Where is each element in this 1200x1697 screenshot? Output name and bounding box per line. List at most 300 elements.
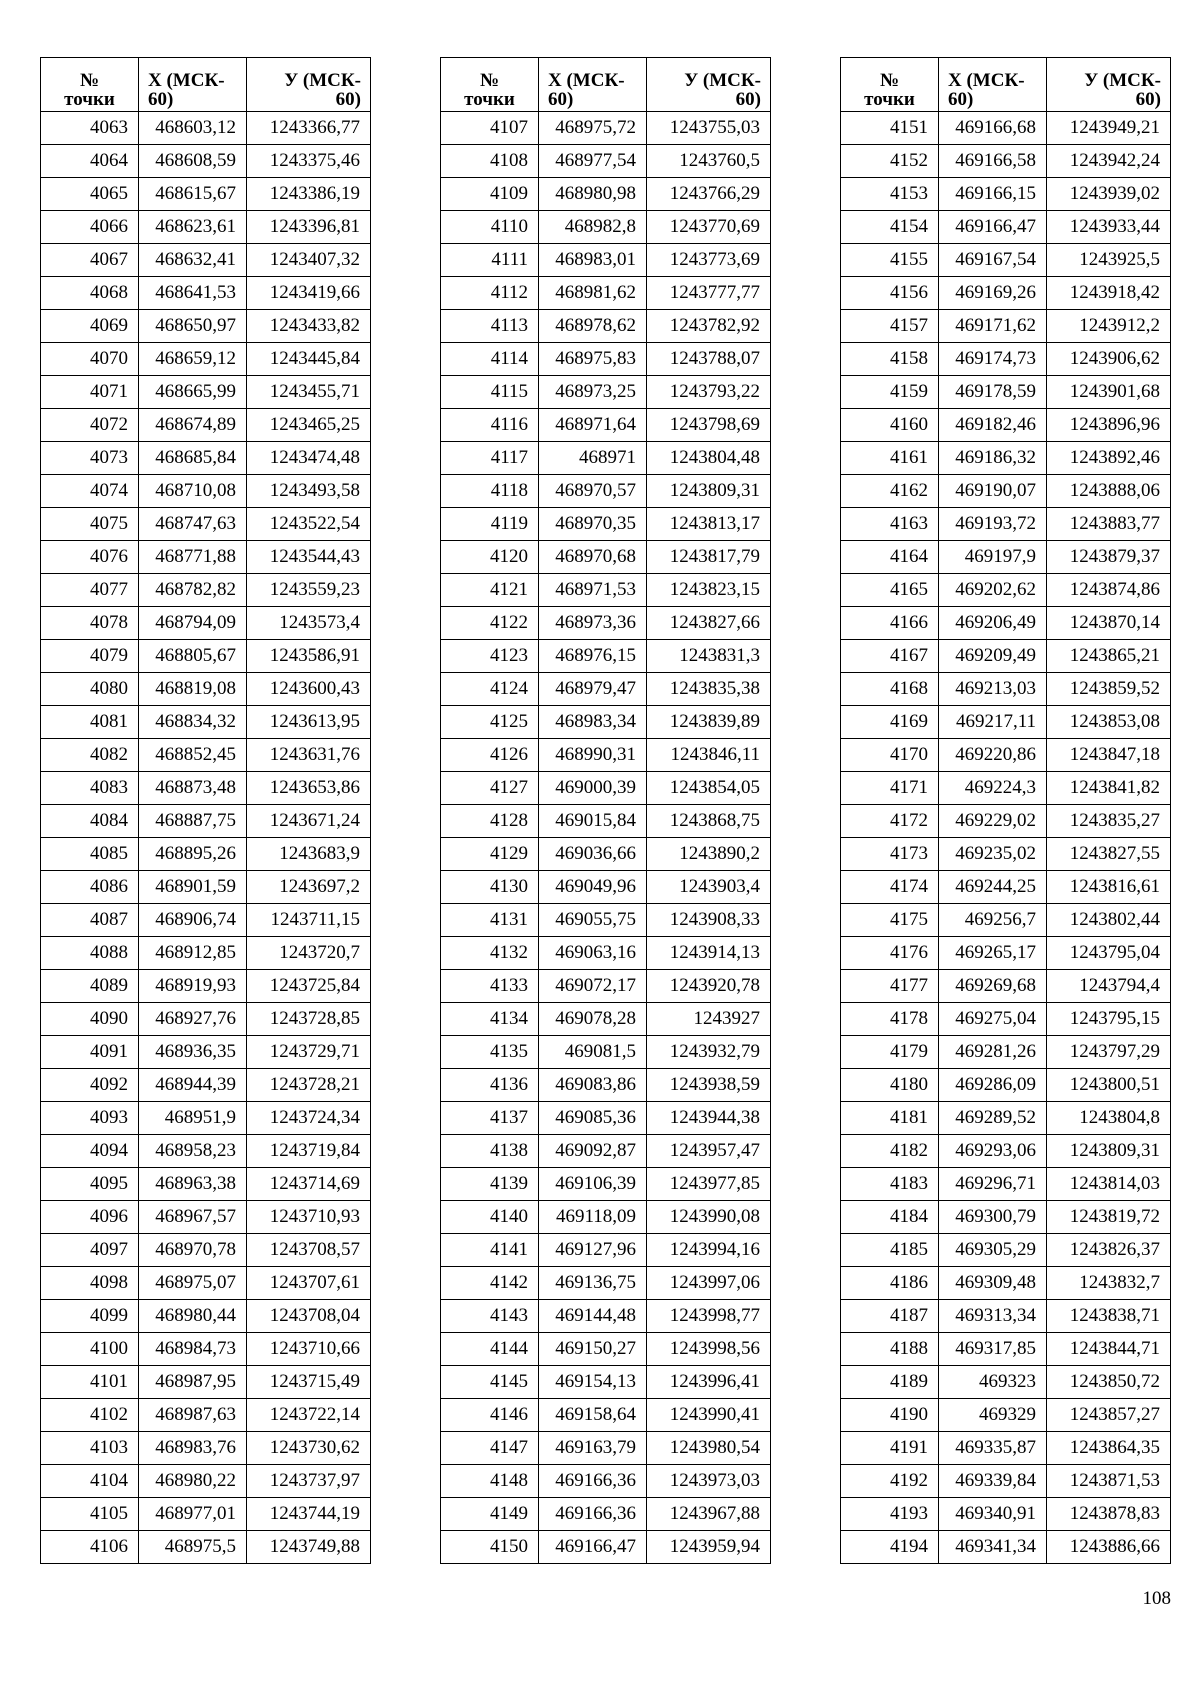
x-coordinate-cell: 469127,96 bbox=[539, 1234, 647, 1267]
point-number-cell: 4106 bbox=[41, 1531, 139, 1564]
table-row bbox=[41, 475, 371, 508]
table-row bbox=[41, 1102, 371, 1135]
point-number-cell: 4133 bbox=[441, 970, 539, 1003]
x-coordinate-cell: 469182,46 bbox=[939, 409, 1047, 442]
table-row bbox=[841, 1168, 1171, 1201]
header-line: № bbox=[79, 70, 100, 91]
y-coordinate-cell: 1243800,51 bbox=[1047, 1069, 1171, 1102]
y-coordinate-cell: 1243788,07 bbox=[647, 343, 771, 376]
point-number-cell: 4101 bbox=[41, 1366, 139, 1399]
table-row bbox=[841, 1201, 1171, 1234]
table-row bbox=[41, 1399, 371, 1432]
y-coordinate-cell: 1243793,22 bbox=[647, 376, 771, 409]
table-row bbox=[841, 574, 1171, 607]
table-row bbox=[841, 871, 1171, 904]
y-coordinate-cell: 1243396,81 bbox=[247, 211, 371, 244]
y-coordinate-cell: 1243835,27 bbox=[1047, 805, 1171, 838]
table-row bbox=[41, 1267, 371, 1300]
x-coordinate-cell: 469015,84 bbox=[539, 805, 647, 838]
point-number-cell: 4168 bbox=[841, 673, 939, 706]
header-line: X (МСК- bbox=[948, 70, 1025, 91]
point-number-cell: 4175 bbox=[841, 904, 939, 937]
point-number-cell: 4093 bbox=[41, 1102, 139, 1135]
x-coordinate-cell: 468980,44 bbox=[139, 1300, 247, 1333]
y-coordinate-cell: 1243870,14 bbox=[1047, 607, 1171, 640]
x-coordinate-cell: 468977,01 bbox=[139, 1498, 247, 1531]
y-coordinate-cell: 1243841,82 bbox=[1047, 772, 1171, 805]
table-row bbox=[841, 1498, 1171, 1531]
x-coordinate-cell: 468980,22 bbox=[139, 1465, 247, 1498]
point-number-cell: 4176 bbox=[841, 937, 939, 970]
point-number-cell: 4190 bbox=[841, 1399, 939, 1432]
y-coordinate-header bbox=[1047, 58, 1171, 112]
table-row bbox=[841, 673, 1171, 706]
y-coordinate-cell: 1243819,72 bbox=[1047, 1201, 1171, 1234]
point-number-cell: 4177 bbox=[841, 970, 939, 1003]
point-number-cell: 4142 bbox=[441, 1267, 539, 1300]
x-coordinate-cell: 468990,31 bbox=[539, 739, 647, 772]
y-coordinate-cell: 1243782,92 bbox=[647, 310, 771, 343]
point-number-cell: 4132 bbox=[441, 937, 539, 970]
table-row bbox=[441, 706, 771, 739]
y-coordinate-cell: 1243544,43 bbox=[247, 541, 371, 574]
table-row bbox=[841, 211, 1171, 244]
point-number-cell: 4145 bbox=[441, 1366, 539, 1399]
point-number-cell: 4150 bbox=[441, 1531, 539, 1564]
x-coordinate-cell: 468978,62 bbox=[539, 310, 647, 343]
x-coordinate-cell: 468970,68 bbox=[539, 541, 647, 574]
x-coordinate-cell: 468958,23 bbox=[139, 1135, 247, 1168]
table-row bbox=[841, 376, 1171, 409]
point-number-header bbox=[841, 58, 939, 112]
table-row bbox=[441, 1300, 771, 1333]
point-number-cell: 4157 bbox=[841, 310, 939, 343]
table-row bbox=[841, 475, 1171, 508]
point-number-cell: 4125 bbox=[441, 706, 539, 739]
table-row bbox=[441, 1267, 771, 1300]
point-number-cell: 4139 bbox=[441, 1168, 539, 1201]
y-coordinate-cell: 1243839,89 bbox=[647, 706, 771, 739]
point-number-cell: 4155 bbox=[841, 244, 939, 277]
y-coordinate-cell: 1243795,04 bbox=[1047, 937, 1171, 970]
y-coordinate-cell: 1243386,19 bbox=[247, 178, 371, 211]
x-coordinate-cell: 469317,85 bbox=[939, 1333, 1047, 1366]
header-line: X (МСК- bbox=[148, 70, 225, 91]
y-coordinate-cell: 1243631,76 bbox=[247, 739, 371, 772]
table-row bbox=[841, 310, 1171, 343]
point-number-cell: 4163 bbox=[841, 508, 939, 541]
y-coordinate-cell: 1243914,13 bbox=[647, 937, 771, 970]
y-coordinate-cell: 1243925,5 bbox=[1047, 244, 1171, 277]
table-row bbox=[441, 937, 771, 970]
x-coordinate-cell: 468970,78 bbox=[139, 1234, 247, 1267]
table-row bbox=[841, 1300, 1171, 1333]
x-coordinate-cell: 469341,34 bbox=[939, 1531, 1047, 1564]
table-row bbox=[841, 1003, 1171, 1036]
x-coordinate-cell: 469197,9 bbox=[939, 541, 1047, 574]
point-number-cell: 4083 bbox=[41, 772, 139, 805]
table-row bbox=[41, 1201, 371, 1234]
x-coordinate-cell: 468901,59 bbox=[139, 871, 247, 904]
point-number-cell: 4119 bbox=[441, 508, 539, 541]
y-coordinate-cell: 1243773,69 bbox=[647, 244, 771, 277]
x-coordinate-cell: 469190,07 bbox=[939, 475, 1047, 508]
x-coordinate-cell: 468963,38 bbox=[139, 1168, 247, 1201]
point-number-cell: 4067 bbox=[41, 244, 139, 277]
y-coordinate-cell: 1243903,4 bbox=[647, 871, 771, 904]
table-row bbox=[441, 1003, 771, 1036]
x-coordinate-cell: 468944,39 bbox=[139, 1069, 247, 1102]
point-number-cell: 4171 bbox=[841, 772, 939, 805]
x-coordinate-cell: 468970,57 bbox=[539, 475, 647, 508]
point-number-cell: 4068 bbox=[41, 277, 139, 310]
header-line: 60) bbox=[148, 89, 174, 110]
x-coordinate-cell: 468975,72 bbox=[539, 112, 647, 145]
table-row bbox=[841, 112, 1171, 145]
x-coordinate-cell: 469275,04 bbox=[939, 1003, 1047, 1036]
y-coordinate-cell: 1243720,7 bbox=[247, 937, 371, 970]
table-row bbox=[41, 244, 371, 277]
table-row bbox=[841, 343, 1171, 376]
x-coordinate-header bbox=[939, 58, 1047, 112]
x-coordinate-cell: 468973,25 bbox=[539, 376, 647, 409]
point-number-cell: 4122 bbox=[441, 607, 539, 640]
table-row bbox=[441, 1399, 771, 1432]
y-coordinate-cell: 1243419,66 bbox=[247, 277, 371, 310]
x-coordinate-cell: 469313,34 bbox=[939, 1300, 1047, 1333]
coordinates-table-3 bbox=[840, 57, 1171, 1564]
point-number-cell: 4191 bbox=[841, 1432, 939, 1465]
y-coordinate-cell: 1243653,86 bbox=[247, 772, 371, 805]
y-coordinate-cell: 1243844,71 bbox=[1047, 1333, 1171, 1366]
y-coordinate-cell: 1243715,49 bbox=[247, 1366, 371, 1399]
x-coordinate-cell: 469000,39 bbox=[539, 772, 647, 805]
point-number-cell: 4123 bbox=[441, 640, 539, 673]
point-number-cell: 4121 bbox=[441, 574, 539, 607]
point-number-cell: 4084 bbox=[41, 805, 139, 838]
point-number-cell: 4151 bbox=[841, 112, 939, 145]
x-coordinate-cell: 469174,73 bbox=[939, 343, 1047, 376]
y-coordinate-cell: 1243770,69 bbox=[647, 211, 771, 244]
table-row bbox=[41, 838, 371, 871]
table-row bbox=[441, 673, 771, 706]
point-number-cell: 4094 bbox=[41, 1135, 139, 1168]
x-coordinate-cell: 468906,74 bbox=[139, 904, 247, 937]
y-coordinate-cell: 1243455,71 bbox=[247, 376, 371, 409]
table-row bbox=[841, 607, 1171, 640]
y-coordinate-cell: 1243832,7 bbox=[1047, 1267, 1171, 1300]
x-coordinate-cell: 468819,08 bbox=[139, 673, 247, 706]
y-coordinate-cell: 1243719,84 bbox=[247, 1135, 371, 1168]
table-row bbox=[441, 310, 771, 343]
y-coordinate-cell: 1243912,2 bbox=[1047, 310, 1171, 343]
point-number-cell: 4089 bbox=[41, 970, 139, 1003]
table-row bbox=[41, 376, 371, 409]
table-row bbox=[41, 904, 371, 937]
header-line: 60) bbox=[735, 89, 761, 110]
point-number-cell: 4167 bbox=[841, 640, 939, 673]
header-line: № bbox=[479, 70, 500, 91]
table-row bbox=[841, 1267, 1171, 1300]
x-coordinate-cell: 468984,73 bbox=[139, 1333, 247, 1366]
point-number-cell: 4126 bbox=[441, 739, 539, 772]
point-number-cell: 4181 bbox=[841, 1102, 939, 1135]
y-coordinate-cell: 1243797,29 bbox=[1047, 1036, 1171, 1069]
table-row bbox=[441, 277, 771, 310]
x-coordinate-cell: 469085,36 bbox=[539, 1102, 647, 1135]
table-row bbox=[41, 1168, 371, 1201]
y-coordinate-cell: 1243918,42 bbox=[1047, 277, 1171, 310]
table-row bbox=[41, 1432, 371, 1465]
table-row bbox=[441, 607, 771, 640]
y-coordinate-cell: 1243816,61 bbox=[1047, 871, 1171, 904]
x-coordinate-cell: 469289,52 bbox=[939, 1102, 1047, 1135]
point-number-cell: 4113 bbox=[441, 310, 539, 343]
point-number-cell: 4149 bbox=[441, 1498, 539, 1531]
point-number-cell: 4115 bbox=[441, 376, 539, 409]
point-number-cell: 4130 bbox=[441, 871, 539, 904]
y-coordinate-cell: 1243871,53 bbox=[1047, 1465, 1171, 1498]
x-coordinate-cell: 468951,9 bbox=[139, 1102, 247, 1135]
x-coordinate-cell: 469083,86 bbox=[539, 1069, 647, 1102]
x-coordinate-cell: 469206,49 bbox=[939, 607, 1047, 640]
point-number-cell: 4107 bbox=[441, 112, 539, 145]
y-coordinate-cell: 1243573,4 bbox=[247, 607, 371, 640]
x-coordinate-cell: 469305,29 bbox=[939, 1234, 1047, 1267]
y-coordinate-cell: 1243878,83 bbox=[1047, 1498, 1171, 1531]
table-row bbox=[441, 508, 771, 541]
x-coordinate-cell: 468982,8 bbox=[539, 211, 647, 244]
y-coordinate-cell: 1243407,32 bbox=[247, 244, 371, 277]
y-coordinate-cell: 1243474,48 bbox=[247, 442, 371, 475]
table-row bbox=[41, 1003, 371, 1036]
x-coordinate-cell: 469166,36 bbox=[539, 1465, 647, 1498]
point-number-cell: 4098 bbox=[41, 1267, 139, 1300]
point-number-cell: 4127 bbox=[441, 772, 539, 805]
x-coordinate-cell: 468987,63 bbox=[139, 1399, 247, 1432]
point-number-cell: 4104 bbox=[41, 1465, 139, 1498]
table-row bbox=[41, 508, 371, 541]
table-row bbox=[41, 145, 371, 178]
table-row bbox=[441, 871, 771, 904]
y-coordinate-cell: 1243714,69 bbox=[247, 1168, 371, 1201]
table-row bbox=[841, 1432, 1171, 1465]
table-row bbox=[441, 640, 771, 673]
y-coordinate-cell: 1243827,55 bbox=[1047, 838, 1171, 871]
table-row bbox=[41, 706, 371, 739]
x-coordinate-cell: 468983,34 bbox=[539, 706, 647, 739]
point-number-cell: 4116 bbox=[441, 409, 539, 442]
table-row bbox=[441, 541, 771, 574]
x-coordinate-cell: 469296,71 bbox=[939, 1168, 1047, 1201]
x-coordinate-cell: 468685,84 bbox=[139, 442, 247, 475]
y-coordinate-cell: 1243798,69 bbox=[647, 409, 771, 442]
header-line: точки bbox=[864, 89, 915, 110]
y-coordinate-cell: 1243827,66 bbox=[647, 607, 771, 640]
x-coordinate-cell: 469300,79 bbox=[939, 1201, 1047, 1234]
x-coordinate-cell: 468983,76 bbox=[139, 1432, 247, 1465]
x-coordinate-header bbox=[539, 58, 647, 112]
y-coordinate-cell: 1243967,88 bbox=[647, 1498, 771, 1531]
point-number-cell: 4063 bbox=[41, 112, 139, 145]
x-coordinate-cell: 468895,26 bbox=[139, 838, 247, 871]
table-row bbox=[41, 772, 371, 805]
x-coordinate-cell: 468981,62 bbox=[539, 277, 647, 310]
table-row bbox=[41, 409, 371, 442]
point-number-cell: 4108 bbox=[441, 145, 539, 178]
point-number-cell: 4134 bbox=[441, 1003, 539, 1036]
y-coordinate-cell: 1243864,35 bbox=[1047, 1432, 1171, 1465]
x-coordinate-cell: 468747,63 bbox=[139, 508, 247, 541]
table-row bbox=[841, 1135, 1171, 1168]
y-coordinate-cell: 1243890,2 bbox=[647, 838, 771, 871]
y-coordinate-cell: 1243725,84 bbox=[247, 970, 371, 1003]
header-line: № bbox=[879, 70, 900, 91]
point-number-cell: 4173 bbox=[841, 838, 939, 871]
x-coordinate-cell: 468927,76 bbox=[139, 1003, 247, 1036]
y-coordinate-cell: 1243920,78 bbox=[647, 970, 771, 1003]
table-row bbox=[41, 1333, 371, 1366]
point-number-cell: 4069 bbox=[41, 310, 139, 343]
point-number-cell: 4178 bbox=[841, 1003, 939, 1036]
table-row bbox=[441, 1036, 771, 1069]
point-number-cell: 4120 bbox=[441, 541, 539, 574]
x-coordinate-cell: 469166,68 bbox=[939, 112, 1047, 145]
x-coordinate-cell: 469293,06 bbox=[939, 1135, 1047, 1168]
x-coordinate-cell: 469154,13 bbox=[539, 1366, 647, 1399]
table-header-row bbox=[841, 58, 1171, 112]
table-row bbox=[841, 1069, 1171, 1102]
point-number-cell: 4164 bbox=[841, 541, 939, 574]
x-coordinate-cell: 469193,72 bbox=[939, 508, 1047, 541]
table-row bbox=[41, 343, 371, 376]
point-number-cell: 4136 bbox=[441, 1069, 539, 1102]
point-number-cell: 4137 bbox=[441, 1102, 539, 1135]
point-number-cell: 4111 bbox=[441, 244, 539, 277]
x-coordinate-cell: 469286,09 bbox=[939, 1069, 1047, 1102]
x-coordinate-cell: 468970,35 bbox=[539, 508, 647, 541]
y-coordinate-cell: 1243710,93 bbox=[247, 1201, 371, 1234]
header-line: У (МСК- bbox=[1084, 70, 1161, 91]
y-coordinate-cell: 1243997,06 bbox=[647, 1267, 771, 1300]
point-number-cell: 4079 bbox=[41, 640, 139, 673]
point-number-cell: 4078 bbox=[41, 607, 139, 640]
y-coordinate-cell: 1243708,04 bbox=[247, 1300, 371, 1333]
y-coordinate-cell: 1243901,68 bbox=[1047, 376, 1171, 409]
y-coordinate-cell: 1243766,29 bbox=[647, 178, 771, 211]
x-coordinate-cell: 468971 bbox=[539, 442, 647, 475]
point-number-cell: 4186 bbox=[841, 1267, 939, 1300]
y-coordinate-cell: 1243375,46 bbox=[247, 145, 371, 178]
y-coordinate-cell: 1243847,18 bbox=[1047, 739, 1171, 772]
point-number-cell: 4184 bbox=[841, 1201, 939, 1234]
y-coordinate-cell: 1243957,47 bbox=[647, 1135, 771, 1168]
y-coordinate-cell: 1243938,59 bbox=[647, 1069, 771, 1102]
y-coordinate-cell: 1243886,66 bbox=[1047, 1531, 1171, 1564]
coordinates-table-1 bbox=[40, 57, 371, 1564]
table-row bbox=[441, 1465, 771, 1498]
point-number-cell: 4182 bbox=[841, 1135, 939, 1168]
x-coordinate-cell: 469217,11 bbox=[939, 706, 1047, 739]
table-row bbox=[41, 1465, 371, 1498]
point-number-cell: 4097 bbox=[41, 1234, 139, 1267]
table-row bbox=[841, 739, 1171, 772]
y-coordinate-cell: 1243559,23 bbox=[247, 574, 371, 607]
point-number-cell: 4161 bbox=[841, 442, 939, 475]
table-row bbox=[841, 772, 1171, 805]
y-coordinate-cell: 1243794,4 bbox=[1047, 970, 1171, 1003]
x-coordinate-cell: 468665,99 bbox=[139, 376, 247, 409]
table-row bbox=[41, 310, 371, 343]
x-coordinate-cell: 468641,53 bbox=[139, 277, 247, 310]
table-row bbox=[441, 1531, 771, 1564]
header-line: 60) bbox=[948, 89, 974, 110]
x-coordinate-cell: 469220,86 bbox=[939, 739, 1047, 772]
y-coordinate-cell: 1243835,38 bbox=[647, 673, 771, 706]
x-coordinate-cell: 468834,32 bbox=[139, 706, 247, 739]
y-coordinate-cell: 1243896,96 bbox=[1047, 409, 1171, 442]
point-number-header bbox=[441, 58, 539, 112]
point-number-cell: 4086 bbox=[41, 871, 139, 904]
y-coordinate-header bbox=[247, 58, 371, 112]
x-coordinate-cell: 468887,75 bbox=[139, 805, 247, 838]
table-row bbox=[41, 178, 371, 211]
point-number-cell: 4114 bbox=[441, 343, 539, 376]
header-line: У (МСК- bbox=[284, 70, 361, 91]
x-coordinate-cell: 468977,54 bbox=[539, 145, 647, 178]
point-number-cell: 4174 bbox=[841, 871, 939, 904]
table-row bbox=[41, 442, 371, 475]
y-coordinate-cell: 1243755,03 bbox=[647, 112, 771, 145]
y-coordinate-cell: 1243942,24 bbox=[1047, 145, 1171, 178]
x-coordinate-cell: 468975,83 bbox=[539, 343, 647, 376]
table-row bbox=[41, 937, 371, 970]
table-row bbox=[441, 1432, 771, 1465]
table-row bbox=[41, 211, 371, 244]
y-coordinate-cell: 1243804,8 bbox=[1047, 1102, 1171, 1135]
x-coordinate-cell: 469335,87 bbox=[939, 1432, 1047, 1465]
point-number-cell: 4066 bbox=[41, 211, 139, 244]
table-row bbox=[841, 640, 1171, 673]
table-row bbox=[41, 112, 371, 145]
y-coordinate-cell: 1243831,3 bbox=[647, 640, 771, 673]
point-number-cell: 4110 bbox=[441, 211, 539, 244]
y-coordinate-cell: 1243804,48 bbox=[647, 442, 771, 475]
x-coordinate-cell: 469323 bbox=[939, 1366, 1047, 1399]
x-coordinate-cell: 469340,91 bbox=[939, 1498, 1047, 1531]
table-row bbox=[841, 904, 1171, 937]
header-line: точки bbox=[464, 89, 515, 110]
point-number-cell: 4160 bbox=[841, 409, 939, 442]
y-coordinate-cell: 1243366,77 bbox=[247, 112, 371, 145]
y-coordinate-cell: 1243908,33 bbox=[647, 904, 771, 937]
table-row bbox=[41, 574, 371, 607]
point-number-cell: 4148 bbox=[441, 1465, 539, 1498]
point-number-cell: 4077 bbox=[41, 574, 139, 607]
point-number-cell: 4092 bbox=[41, 1069, 139, 1102]
table-row bbox=[441, 343, 771, 376]
table-row bbox=[441, 1102, 771, 1135]
point-number-cell: 4102 bbox=[41, 1399, 139, 1432]
x-coordinate-cell: 469118,09 bbox=[539, 1201, 647, 1234]
x-coordinate-cell: 469171,62 bbox=[939, 310, 1047, 343]
x-coordinate-cell: 468659,12 bbox=[139, 343, 247, 376]
point-number-cell: 4152 bbox=[841, 145, 939, 178]
x-coordinate-cell: 469163,79 bbox=[539, 1432, 647, 1465]
x-coordinate-cell: 468632,41 bbox=[139, 244, 247, 277]
table-row bbox=[841, 706, 1171, 739]
x-coordinate-cell: 468971,53 bbox=[539, 574, 647, 607]
